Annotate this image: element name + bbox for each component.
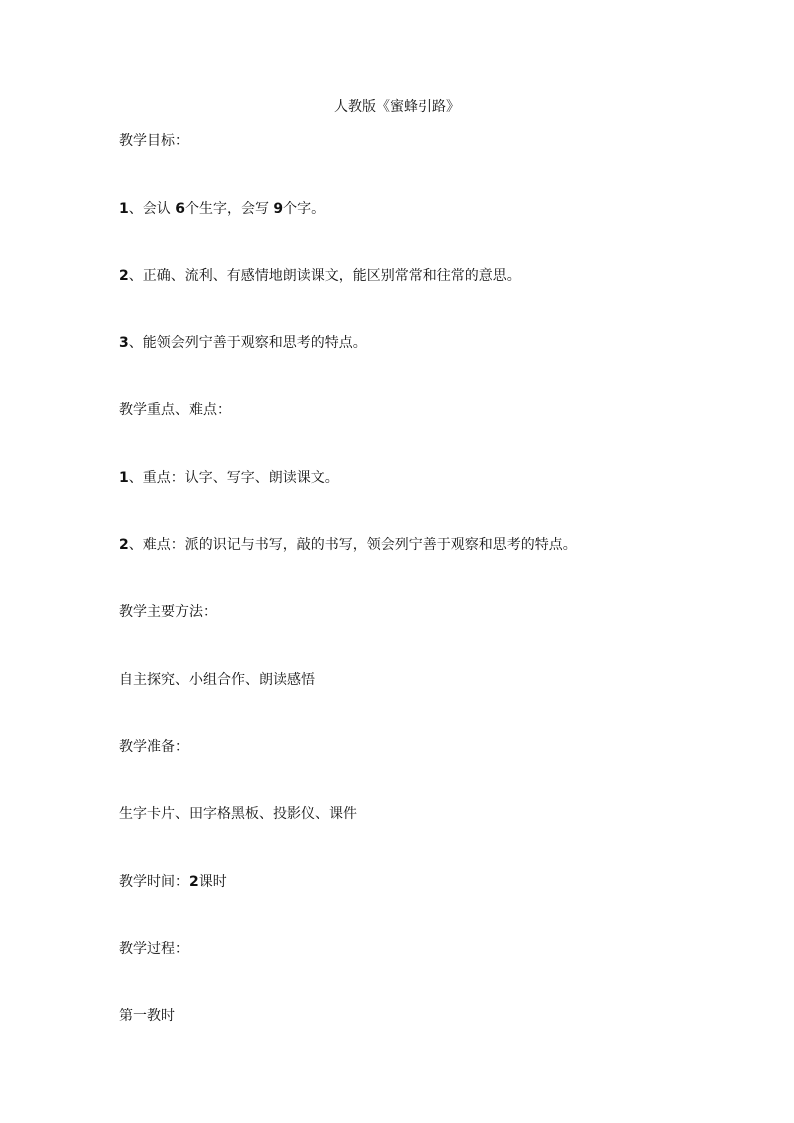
- item-number: 2: [119, 537, 129, 553]
- line-text: 、重点：认字、写字、朗读课文。: [128, 470, 339, 486]
- key-point-item-2: [119, 536, 577, 554]
- line-text: 教学过程：: [119, 941, 189, 957]
- line-text: 、能领会列宁善于观察和思考的特点。: [128, 335, 367, 351]
- inline-number: 6: [175, 201, 185, 217]
- line-text: 教学准备：: [119, 739, 189, 755]
- section-heading-objectives: [119, 132, 189, 150]
- line-text: 教学主要方法：: [119, 604, 217, 620]
- line-text: 、会认: [128, 201, 176, 217]
- methods-text: [119, 671, 315, 689]
- section-heading-key-points: [119, 401, 231, 419]
- teaching-time: [119, 873, 227, 891]
- inline-number: 9: [273, 201, 284, 217]
- line-text: 自主探究、小组合作、朗读感悟: [119, 672, 315, 688]
- section-heading-process: [119, 940, 189, 958]
- section-heading-preparation: [119, 738, 189, 756]
- line-text: 第一教时: [119, 1008, 175, 1024]
- line-text: 个字。: [283, 201, 326, 217]
- section-heading-methods: [119, 603, 217, 621]
- line-text: 生字卡片、田字格黑板、投影仪、课件: [119, 806, 357, 822]
- line-text: 、正确、流利、有感情地朗读课文，能区别常常和往常的意思。: [128, 268, 521, 284]
- item-number: 3: [119, 335, 129, 351]
- line-text: 教学重点、难点：: [119, 402, 231, 418]
- inline-number: 2: [189, 874, 199, 890]
- key-point-item-1: [119, 469, 339, 487]
- line-text: 课时: [198, 874, 227, 890]
- line-text: 个生字，会写: [184, 201, 274, 217]
- item-number: 1: [119, 470, 129, 486]
- first-lesson-heading: [119, 1007, 175, 1025]
- line-text: 教学目标：: [119, 133, 189, 149]
- item-number: 2: [119, 268, 129, 284]
- preparation-text: [119, 805, 357, 823]
- line-text: 教学时间：: [119, 874, 189, 890]
- objective-item-3: [119, 334, 367, 352]
- line-text: 、难点：派的识记与书写，敲的书写，领会列宁善于观察和思考的特点。: [128, 537, 577, 553]
- document-title: 人教版《蜜蜂引路》: [334, 99, 460, 115]
- objective-item-1: [119, 200, 325, 218]
- objective-item-2: [119, 267, 521, 285]
- item-number: 1: [119, 201, 129, 217]
